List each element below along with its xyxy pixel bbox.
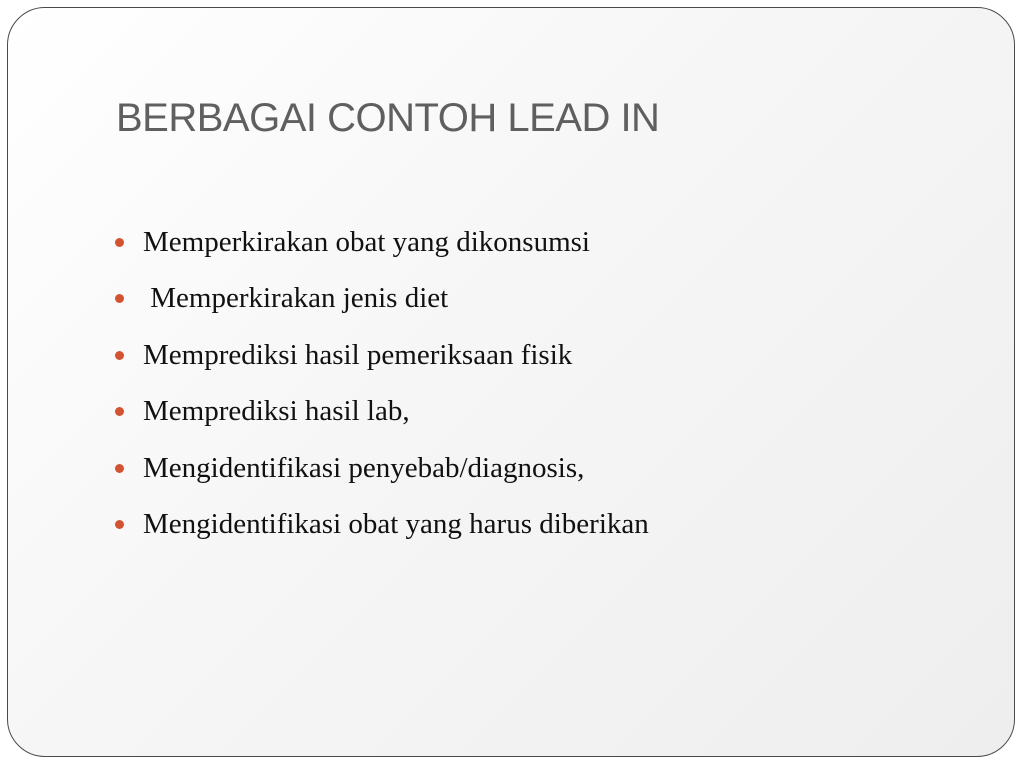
bullet-dot-icon xyxy=(115,238,124,247)
bullet-dot-icon xyxy=(115,407,124,416)
list-item xyxy=(115,497,649,554)
bullet-list xyxy=(115,214,649,553)
bullet-dot-icon xyxy=(115,520,124,529)
bullet-dot-icon xyxy=(115,351,124,360)
slide-frame xyxy=(7,7,1015,757)
bullet-text: Memperkirakan obat yang dikonsumsi xyxy=(143,225,590,258)
list-item xyxy=(115,440,649,497)
bullet-dot-icon xyxy=(115,294,124,303)
bullet-text: Memprediksi hasil pemeriksaan fisik xyxy=(143,338,573,371)
bullet-text: Mengidentifikasi penyebab/diagnosis, xyxy=(143,451,585,484)
bullet-text: Memprediksi hasil lab, xyxy=(143,395,410,428)
list-item xyxy=(115,327,649,384)
bullet-text: Memperkirakan jenis diet xyxy=(143,282,449,315)
slide-title: BERBAGAI CONTOH LEAD IN xyxy=(116,96,660,140)
list-item xyxy=(115,271,649,328)
bullet-text: Mengidentifikasi obat yang harus diberikan xyxy=(143,508,649,541)
bullet-dot-icon xyxy=(115,464,124,473)
list-item xyxy=(115,384,649,441)
list-item xyxy=(115,214,649,271)
